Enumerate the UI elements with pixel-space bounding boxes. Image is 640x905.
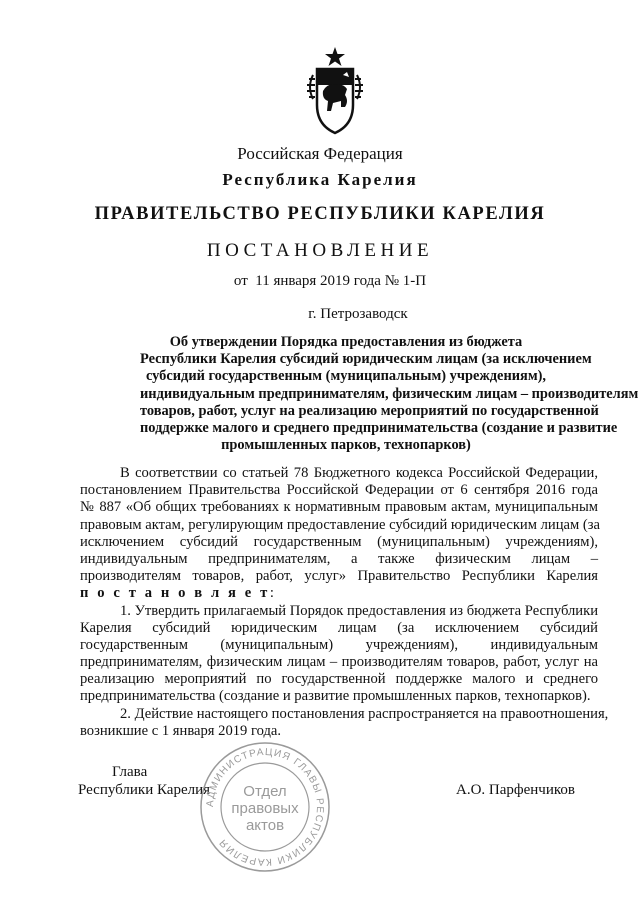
preamble-line: производителям товаров, работ, услуг» Правительство Республики Карелия <box>80 568 598 585</box>
item1-line: государственным (муниципальным) учреждениям), индивидуальным <box>80 636 598 653</box>
country-heading: Российская Федерация <box>237 144 403 163</box>
resolves-line <box>80 585 598 602</box>
subject-line: товаров, работ, услуг на реализацию мероприятий по государственной <box>140 402 599 419</box>
item1-line: предпринимателям, физическим лицам – производителям товаров, работ, услуг на <box>80 654 598 671</box>
signatory-name: А.О. Парфенчиков <box>456 782 575 798</box>
preamble-line: В соответствии со статьей 78 Бюджетного кодекса Российской Федерации, <box>120 465 598 481</box>
item1-line: предпринимательства (создание и развитие промышленных парков, технопарков). <box>80 688 591 705</box>
republic-heading: Республика Карелия <box>222 170 418 189</box>
preamble-line: № 887 «Об общих требованиях к нормативным правовым актам, муниципальным <box>80 499 598 516</box>
resolves-word: п о с т а н о в л я е т <box>80 585 270 602</box>
item1-line: реализацию мероприятий по государственной поддержке малого и среднего <box>80 671 598 688</box>
stamp-line: Отдел <box>243 783 287 800</box>
document-subject <box>140 334 639 454</box>
subject-line: Об утверждении Порядка предоставления из бюджета <box>169 334 523 350</box>
item2-line: возникшие с 1 января 2019 года. <box>80 722 282 739</box>
item2-line: 2. Действие настоящего постановления распространяется на правоотношения, <box>120 705 609 722</box>
subject-line: Республики Карелия субсидий юридическим лицам (за исключением <box>140 351 592 368</box>
karelia-coat-of-arms-icon <box>303 45 367 137</box>
subject-line: промышленных парков, технопарков) <box>221 437 471 454</box>
signatory-organization: Республики Карелия <box>78 782 211 798</box>
item1-line: 1. Утвердить прилагаемый Порядок предоставления из бюджета Республики <box>120 602 598 619</box>
subject-line: субсидий государственным (муниципальным) учреждениям), <box>145 368 547 385</box>
preamble-line: индивидуальным предпринимателям, а также физическим лицам – <box>80 550 598 567</box>
preamble-line: исключением субсидий государственным (муниципальным) учреждениям), <box>80 533 598 550</box>
document-body <box>80 465 609 740</box>
stamp-line: правовых <box>231 800 299 817</box>
date-and-number: от 11 января 2019 года № 1-П <box>233 273 427 289</box>
official-stamp <box>196 738 334 876</box>
place-of-issue: г. Петрозаводск <box>308 306 408 322</box>
subject-line: индивидуальным предпринимателям, физическим лицам – производителям <box>140 385 639 402</box>
preamble-line: правовым актам, регулирующим предоставление субсидий юридическим лицам (за <box>80 516 600 533</box>
signatory-title: Глава <box>112 764 148 780</box>
item1-line: Карелия субсидий юридическим лицам (за исключением субсидий <box>80 619 598 636</box>
document-type: ПОСТАНОВЛЕНИЕ <box>206 240 434 261</box>
stamp-ring-text: АДМИНИСТРАЦИЯ ГЛАВЫ РЕСПУБЛИКИ КАРЕЛИЯ <box>204 746 326 868</box>
subject-line: поддержке малого и среднего предпринимательства (создание и развитие <box>140 420 618 437</box>
preamble-line: постановлением Правительства Российской Федерации от 6 сентября 2016 года <box>80 482 598 499</box>
stamp-line: актов <box>245 817 285 834</box>
government-title: ПРАВИТЕЛЬСТВО РЕСПУБЛИКИ КАРЕЛИЯ <box>94 204 546 224</box>
resolves-colon: : <box>269 585 274 602</box>
